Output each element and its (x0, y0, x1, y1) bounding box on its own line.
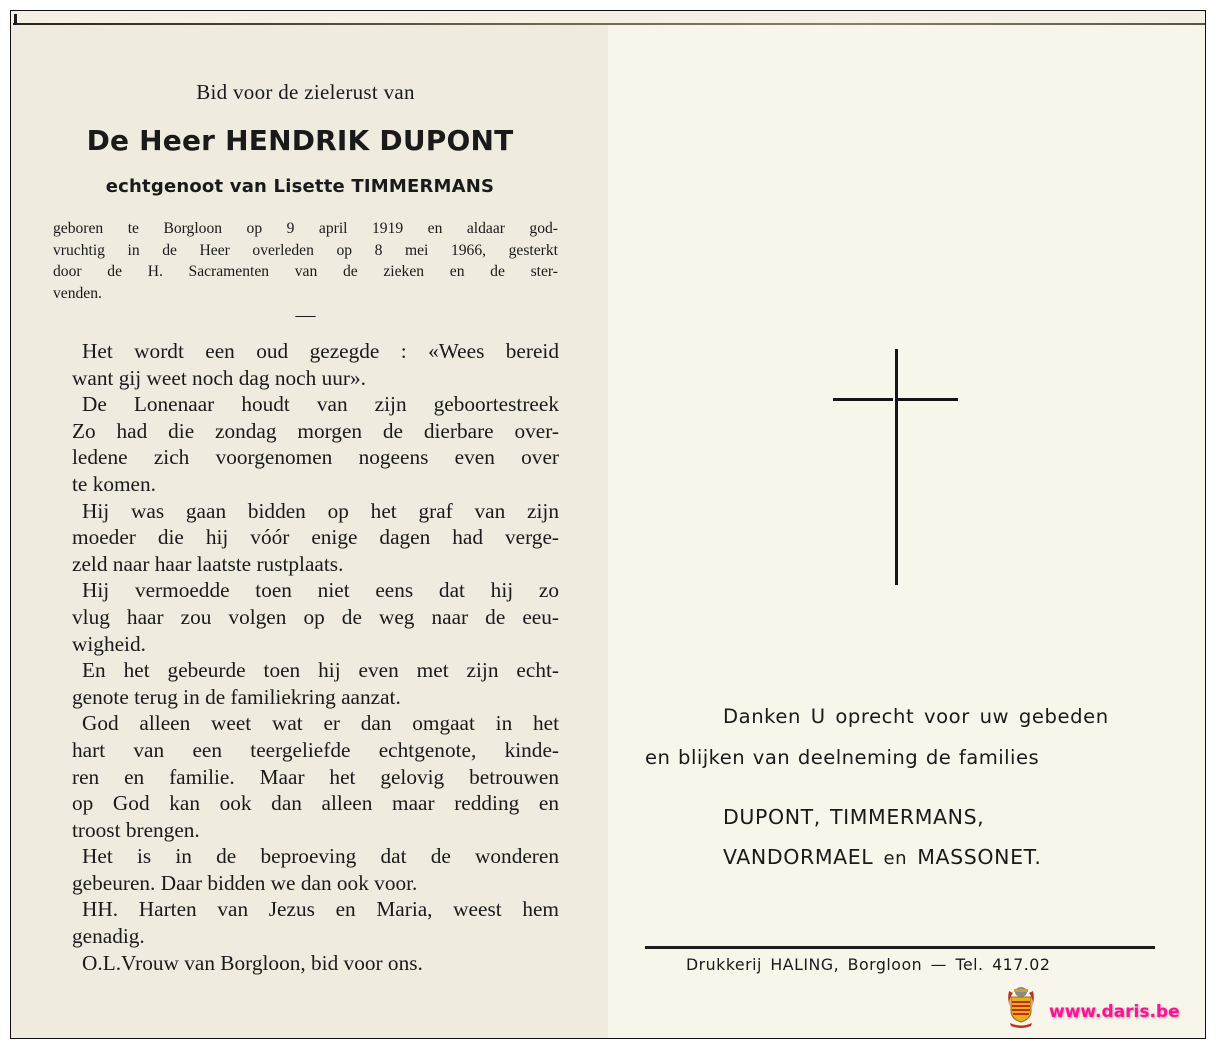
text-line: vlug haar zou volgen op de weg naar de eeu- (72, 604, 559, 629)
right-panel (608, 25, 1206, 1039)
text-line: moeder die hij vóór enige dagen had verge- (72, 525, 559, 550)
text-line: zeld naar haar laatste rustplaats. (72, 551, 344, 576)
text-line: Het wordt een oud gezegde : «Wees bereid (82, 339, 559, 363)
text-line: De Lonenaar houdt van zijn geboortestreek (82, 392, 559, 417)
text-line: HH. Harten van Jezus en Maria, weest hem (82, 897, 559, 922)
family-name: MASSONET. (917, 845, 1042, 869)
families-line-2 (723, 845, 1041, 869)
text-line: En het gebeurde toen hij even met zijn echt- (82, 658, 559, 683)
cross-arm-left (833, 398, 893, 401)
deceased-name: De Heer HENDRIK DUPONT (86, 124, 514, 157)
text-line: gebeuren. Daar bidden we dan ook voor. (72, 870, 418, 895)
thanks-line-1: Danken U oprecht voor uw gebeden (723, 705, 1109, 728)
bio-line: geboren te Borgloon op 9 april 1919 en aldaar god- (53, 220, 558, 237)
conjunction: en (883, 848, 908, 869)
printer-credit: Drukkerij HALING, Borgloon — Tel. 417.02 (686, 955, 1051, 974)
text-line: Zo had die zondag morgen de dierbare over- (72, 418, 559, 443)
text-line: te komen. (72, 471, 156, 496)
thanks-line-2: en blijken van deelneming de families (645, 746, 1040, 769)
intro-text: Bid voor de zielerust van (196, 80, 415, 104)
text-line: ledene zich voorgenomen nogeens even over (72, 445, 559, 470)
bio-line: vruchtig in de Heer overleden op 8 mei 1966, gesterkt (53, 241, 558, 259)
top-edge-shadow (13, 23, 1205, 25)
text-line: op God kan ook dan alleen maar redding en (72, 791, 559, 816)
bio-line: venden. (53, 284, 102, 302)
text-line: genadig. (72, 924, 145, 949)
coat-of-arms-icon (1005, 985, 1037, 1029)
text-line: Hij vermoedde toen niet eens dat hij zo (82, 578, 559, 603)
printer-divider (645, 946, 1155, 949)
text-line: hart van een teergeliefde echtgenote, kinde- (72, 737, 559, 762)
cross-vertical-bar (895, 349, 898, 585)
spouse-line: echtgenoot van Lisette TIMMERMANS (105, 176, 495, 197)
text-line: Hij was gaan bidden op het graf van zijn (82, 498, 559, 523)
biography (53, 218, 558, 304)
watermark-site: www.daris.be (1049, 1002, 1180, 1022)
text-line: Het is in de beproeving dat de wonderen (82, 844, 559, 869)
top-left-corner-mark (14, 14, 17, 25)
text-line: genote terug in de familiekring aanzat. (72, 684, 401, 709)
memorial-text (72, 338, 559, 976)
text-line: ren en familie. Maar het gelovig betrouwen (72, 764, 559, 789)
cross-arm-right (898, 398, 958, 401)
bio-line: door de H. Sacramenten van de zieken en de ster- (53, 263, 558, 280)
families-line-1: DUPONT, TIMMERMANS, (723, 805, 985, 829)
text-line: troost brengen. (72, 817, 200, 842)
text-line: O.L.Vrouw van Borgloon, bid voor ons. (82, 950, 423, 975)
text-line: God alleen weet wat er dan omgaat in het (82, 711, 559, 736)
text-line: wigheid. (72, 631, 146, 656)
separator-dash: — (295, 304, 316, 326)
family-name: VANDORMAEL (723, 845, 874, 869)
text-line: want gij weet noch dag noch uur». (72, 365, 366, 390)
